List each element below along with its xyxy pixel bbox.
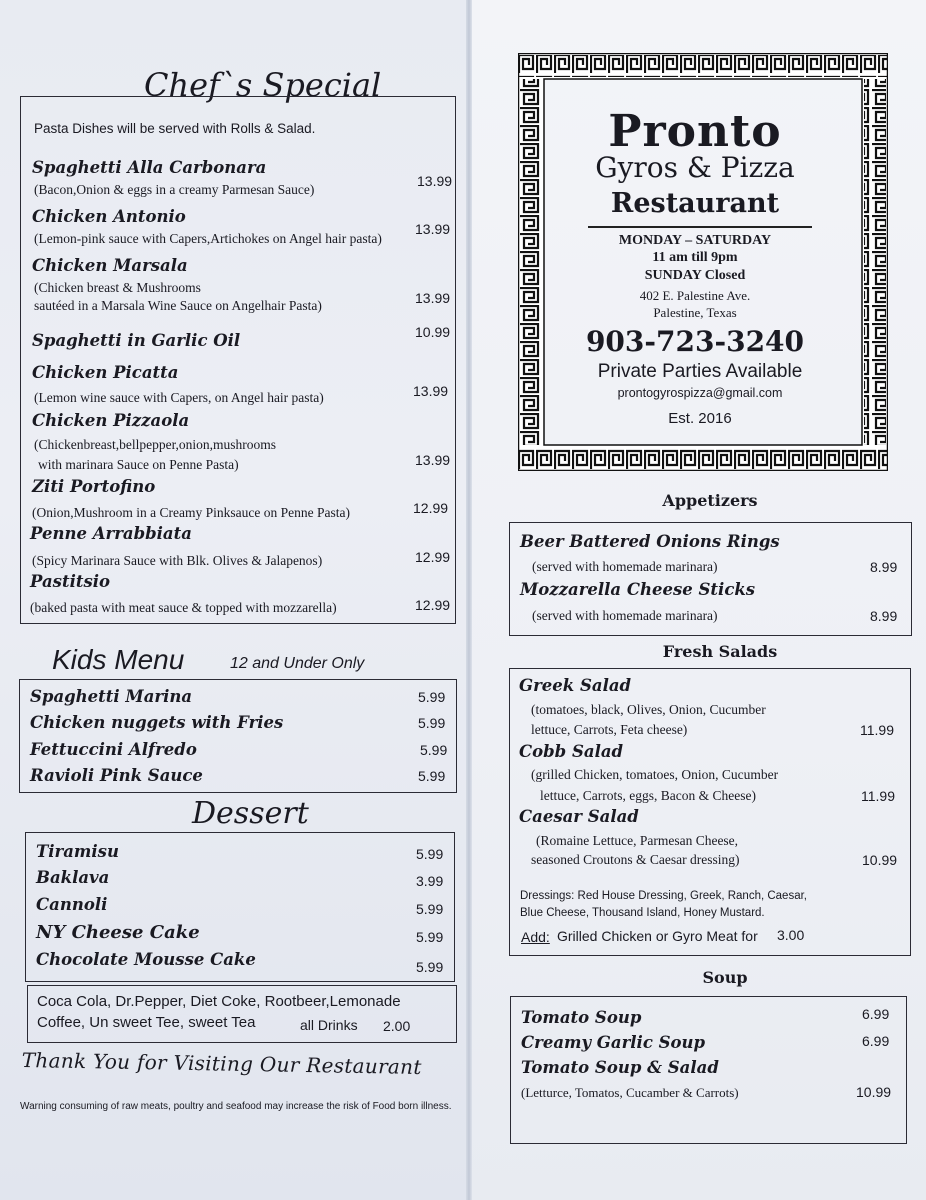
menu-item-name: Chicken Pizzaola	[32, 411, 190, 430]
restaurant-label: Restaurant	[610, 188, 780, 219]
menu-item-price: 13.99	[413, 383, 449, 399]
menu-item-desc: (Bacon,Onion & eggs in a creamy Parmesan Sauce)	[34, 182, 315, 197]
soup-item-desc: (Letturce, Tomatos, Cucamber & Carrots)	[521, 1085, 739, 1100]
soup-title: Soup	[702, 968, 748, 987]
soup-item-price: 6.99	[862, 1033, 890, 1049]
hours-days: MONDAY – SATURDAY	[618, 233, 772, 248]
phone-number: 903-723-3240	[585, 325, 805, 358]
menu-item-name: Spaghetti Alla Carbonara	[32, 158, 267, 177]
add-price: 3.00	[777, 927, 805, 943]
salad-item-name: Cobb Salad	[519, 742, 624, 761]
menu-item-desc: (baked pasta with meat sauce & topped with mozzarella)	[30, 600, 337, 615]
menu-item-name: Spaghetti in Garlic Oil	[32, 331, 241, 350]
menu-item-desc: (Chickenbreast,bellpepper,onion,mushrooms	[34, 437, 277, 452]
kids-item-name: Chicken nuggets with Fries	[30, 713, 284, 732]
soup-item-name: Tomato Soup	[521, 1008, 642, 1027]
menu-item-price: 10.99	[415, 324, 451, 340]
dessert-item-name: Cannoli	[36, 895, 108, 914]
dessert-item-price: 5.99	[416, 959, 444, 975]
add-text: Grilled Chicken or Gyro Meat for	[557, 928, 758, 944]
menu-item-price: 13.99	[415, 290, 451, 306]
drinks-line2: Coffee, Un sweet Tee, sweet Tea	[37, 1014, 256, 1031]
appetizer-item-price: 8.99	[870, 559, 898, 575]
soup-item-price: 10.99	[856, 1084, 892, 1100]
menu-item-price: 12.99	[413, 500, 449, 516]
drinks-all-label: all Drinks	[300, 1017, 358, 1033]
menu-item-price: 12.99	[415, 597, 451, 613]
kids-item-name: Ravioli Pink Sauce	[30, 766, 203, 785]
salad-item-desc: seasoned Croutons & Caesar dressing)	[531, 852, 740, 867]
salads-title: Fresh Salads	[662, 642, 778, 661]
kids-item-price: 5.99	[420, 742, 448, 758]
salad-item-desc: (Romaine Lettuce, Parmesan Cheese,	[536, 833, 739, 848]
dessert-item-price: 5.99	[416, 929, 444, 945]
salad-item-desc: (grilled Chicken, tomatoes, Onion, Cucumber	[531, 767, 779, 782]
menu-item-price: 13.99	[415, 221, 451, 237]
appetizer-item-price: 8.99	[870, 608, 898, 624]
menu-item-desc: (Lemon wine sauce with Capers, on Angel hair pasta)	[34, 390, 324, 405]
soup-item-name: Tomato Soup & Salad	[521, 1058, 719, 1077]
dessert-item-name: Tiramisu	[36, 842, 119, 861]
menu-item-desc: (Lemon-pink sauce with Capers,Artichokes on Angel hair pasta)	[34, 231, 382, 246]
page-fold	[466, 0, 472, 1200]
address-city: Palestine, Texas	[653, 305, 737, 320]
kids-item-price: 5.99	[418, 715, 446, 731]
salad-item-name: Caesar Salad	[519, 807, 639, 826]
appetizer-item-name: Beer Battered Onions Rings	[520, 532, 780, 551]
menu-item-name: Ziti Portofino	[32, 477, 156, 496]
menu-item-desc: sautéed in a Marsala Wine Sauce on Angelhair Pasta)	[34, 298, 322, 313]
appetizer-item-desc: (served with homemade marinara)	[532, 559, 718, 574]
salad-item-name: Greek Salad	[519, 676, 632, 695]
established-year: Est. 2016	[668, 410, 732, 427]
menu-item-desc: with marinara Sauce on Penne Pasta)	[38, 457, 239, 472]
dessert-item-name: Baklava	[36, 868, 110, 887]
menu-item-name: Chicken Picatta	[32, 363, 179, 382]
drinks-price: 2.00	[383, 1018, 411, 1034]
menu-item-price: 13.99	[415, 452, 451, 468]
private-parties: Private Parties Available	[597, 361, 803, 382]
title-divider	[588, 226, 812, 228]
menu-item-price: 12.99	[415, 549, 451, 565]
dressings-line2: Blue Cheese, Thousand Island, Honey Mustard.	[520, 907, 765, 919]
dessert-item-price: 5.99	[416, 846, 444, 862]
kids-item-price: 5.99	[418, 768, 446, 784]
dessert-item-name: NY Cheese Cake	[36, 922, 200, 943]
salad-item-desc: lettuce, Carrots, Feta cheese)	[531, 722, 688, 737]
kids-item-name: Spaghetti Marina	[30, 687, 193, 706]
dessert-item-name: Chocolate Mousse Cake	[36, 950, 256, 969]
soup-item-price: 6.99	[862, 1006, 890, 1022]
drinks-line1: Coca Cola, Dr.Pepper, Diet Coke, Rootbeer,Lemonade	[37, 993, 401, 1010]
email-address: prontogyrospizza@gmail.com	[617, 386, 783, 400]
kids-menu-title: Kids Menu	[52, 644, 185, 675]
chef-special-note: Pasta Dishes will be served with Rolls & Salad.	[34, 121, 316, 136]
chef-special-title: Chef`s Special	[144, 66, 382, 104]
kids-item-name: Fettuccini Alfredo	[30, 740, 197, 759]
menu-item-name: Chicken Marsala	[32, 256, 188, 275]
menu-item-desc: (Chicken breast & Mushrooms	[34, 280, 201, 295]
salad-item-desc: (tomatoes, black, Olives, Onion, Cucumber	[531, 702, 766, 717]
menu-item-price: 13.99	[417, 173, 453, 189]
menu-item-desc: (Spicy Marinara Sauce with Blk. Olives & Jalapenos)	[32, 553, 323, 568]
salad-item-desc: lettuce, Carrots, eggs, Bacon & Cheese)	[540, 788, 756, 803]
menu-item-name: Penne Arrabbiata	[30, 524, 192, 543]
dessert-item-price: 5.99	[416, 901, 444, 917]
menu-item-desc: (Onion,Mushroom in a Creamy Pinksauce on Penne Pasta)	[32, 505, 350, 520]
dressings-line1: Dressings: Red House Dressing, Greek, Ranch, Caesar,	[520, 890, 807, 902]
kids-menu-subtitle: 12 and Under Only	[230, 655, 365, 672]
add-label: Add:	[521, 929, 550, 945]
salad-item-price: 11.99	[861, 788, 895, 804]
hours-sunday: SUNDAY Closed	[644, 268, 746, 283]
restaurant-subtitle: Gyros & Pizza	[595, 151, 795, 184]
hours-time: 11 am till 9pm	[652, 250, 738, 265]
restaurant-name: Pronto	[608, 106, 782, 157]
kids-item-price: 5.99	[418, 689, 446, 705]
dessert-item-price: 3.99	[416, 873, 444, 889]
dessert-title: Dessert	[192, 796, 309, 831]
menu-item-name: Pastitsio	[30, 572, 111, 591]
address-street: 402 E. Palestine Ave.	[639, 288, 751, 303]
salad-item-price: 10.99	[862, 852, 898, 868]
salad-item-price: 11.99	[860, 722, 894, 738]
thank-you-message: Thank You for Visiting Our Restaurant	[21, 1048, 422, 1079]
soup-item-name: Creamy Garlic Soup	[521, 1033, 706, 1052]
menu-item-name: Chicken Antonio	[32, 207, 186, 226]
appetizer-item-name: Mozzarella Cheese Sticks	[520, 580, 756, 599]
appetizers-title: Appetizers	[662, 491, 758, 510]
food-warning: Warning consuming of raw meats, poultry and seafood may increase the risk of Food born illness.	[20, 1101, 452, 1112]
appetizer-item-desc: (served with homemade marinara)	[532, 608, 718, 623]
